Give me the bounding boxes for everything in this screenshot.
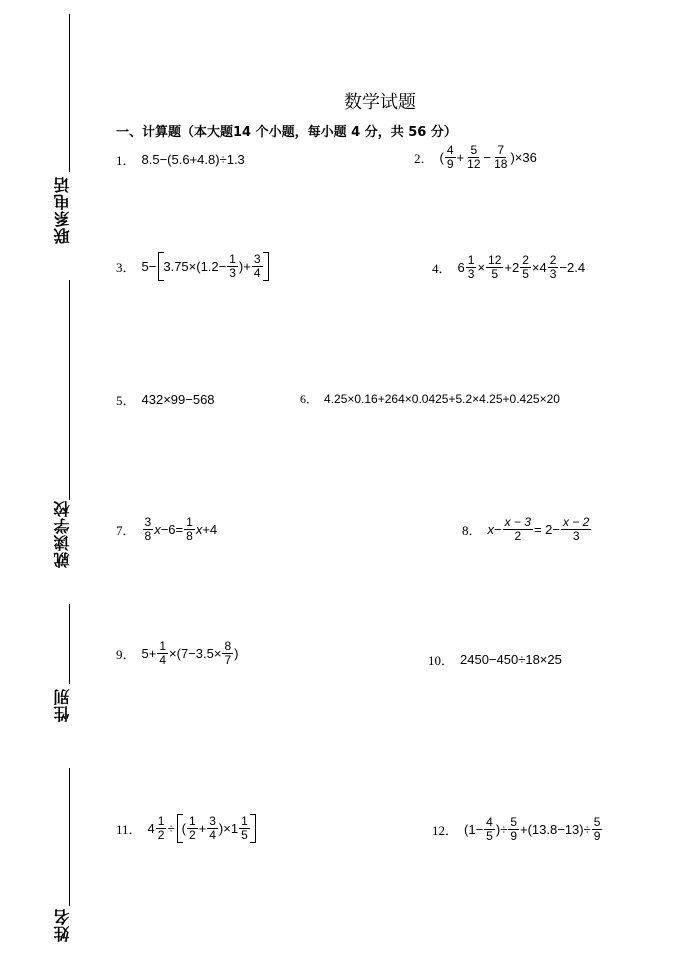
problem-expression: 2450−450÷18×25 [460, 652, 562, 667]
problem-6 [300, 390, 560, 407]
problem-number: 8． [462, 523, 482, 538]
problem-1 [116, 150, 245, 169]
fraction: $\frac{3}{4}$ [253, 252, 261, 280]
problem-2: 2． ( $\frac{4}{9}$ + $\frac{5}{12}$ − $\frac{7}{18}$ ) ×36 [414, 143, 537, 171]
square-bracket: 3.75×(1.2− $\frac{1}{3}$ )+ $\frac{3}{4}$ [158, 252, 268, 281]
margin-line-4 [69, 768, 70, 906]
fraction: $\frac{2}{3}$ [549, 253, 557, 281]
section-heading: 一、计算题（本大题14 个小题，每小题 4 分，共 56 分） [116, 125, 457, 140]
problem-expression: 432×99−568 [141, 392, 215, 407]
problem-number: 6． [300, 392, 319, 406]
problem-7: 7． $\frac{3}{8}$ x −6= $\frac{1}{8}$ x +4 [116, 515, 218, 543]
fraction: $\frac{5}{9}$ [510, 815, 518, 843]
fraction: $\frac{2}{5}$ [522, 253, 529, 281]
school-label: 就读学校 [53, 500, 72, 568]
problem-number: 11． [116, 822, 142, 837]
fraction: $\frac{8}{7}$ [224, 639, 232, 667]
fraction: $\frac{7}{18}$ [494, 143, 508, 171]
fraction: $\frac{5}{12}$ [467, 143, 481, 171]
problem-number: 5． [116, 393, 136, 408]
fraction: $\frac{12}{5}$ [488, 253, 502, 281]
fraction: $\frac{5}{9}$ [593, 815, 601, 843]
fraction: $\frac{x - 3}{2}$ [504, 515, 531, 543]
problem-number: 2． [414, 151, 434, 166]
gender-label: 性别 [53, 688, 72, 722]
problem-number: 4． [432, 261, 452, 276]
fraction: $\frac{3}{4}$ [209, 814, 216, 842]
problem-number: 12． [432, 823, 459, 838]
problem-expression: 4.25×0.16+264×0.0425+5.2×4.25+0.425×20 [324, 391, 560, 406]
fraction: $\frac{1}{2}$ [157, 814, 165, 842]
fraction: $\frac{1}{4}$ [159, 639, 167, 667]
phone-label: 联系电话 [53, 176, 72, 244]
problem-number: 7． [116, 523, 136, 538]
problem-8: 8． x − $\frac{x - 3}{2}$ = 2− $\frac{x - 2}{3}$ [462, 515, 590, 543]
problem-9: 9． 5+ $\frac{1}{4}$ ×(7−3.5× $\frac{8}{7}$ ) [116, 639, 239, 667]
problem-11: 11． 4 $\frac{1}{2}$ ÷ ( $\frac{1}{2}$ + $\frac{3}{4}$ )×1 $\frac{1}{5}$ [116, 814, 258, 843]
fraction: $\frac{4}{5}$ [486, 815, 493, 843]
fraction: $\frac{1}{8}$ [186, 515, 193, 543]
fraction: $\frac{4}{9}$ [446, 143, 454, 171]
problem-5 [116, 390, 215, 409]
open-paren: ( [439, 150, 444, 165]
margin-line-2 [69, 280, 70, 500]
problem-expression: 8.5−(5.6+4.8)÷1.3 [141, 152, 245, 167]
fraction: $\frac{1}{5}$ [241, 814, 248, 842]
problem-number: 9． [116, 647, 136, 662]
fraction: $\frac{1}{3}$ [467, 253, 475, 281]
problem-4: 4． 6 $\frac{1}{3}$ × $\frac{12}{5}$ +2 $\frac{2}{5}$ ×4 $\frac{2}{3}$ −2.4 [432, 253, 586, 281]
expression-tail: ×36 [514, 150, 537, 165]
problem-number: 10． [428, 653, 455, 668]
problem-12: 12． (1− $\frac{4}{5}$ )÷ $\frac{5}{9}$ +(13.8−13)÷ $\frac{5}{9}$ [432, 815, 601, 843]
fraction: $\frac{1}{3}$ [229, 252, 236, 280]
problem-number: 1． [116, 153, 136, 168]
square-bracket: ( $\frac{1}{2}$ + $\frac{3}{4}$ )×1 $\frac{1}{5}$ [177, 814, 256, 843]
problem-3: 3． 5− 3.75×(1.2− $\frac{1}{3}$ )+ $\frac{3}{4}$ [116, 252, 271, 281]
name-label: 姓名 [53, 908, 72, 942]
fraction: $\frac{3}{8}$ [144, 515, 152, 543]
problem-number: 3． [116, 260, 136, 275]
problem-10 [428, 650, 562, 669]
margin-line-3 [69, 604, 70, 684]
page-title: 数学试题 [344, 92, 416, 113]
fraction: $\frac{x - 2}{3}$ [563, 515, 590, 543]
fraction: $\frac{1}{2}$ [188, 814, 196, 842]
